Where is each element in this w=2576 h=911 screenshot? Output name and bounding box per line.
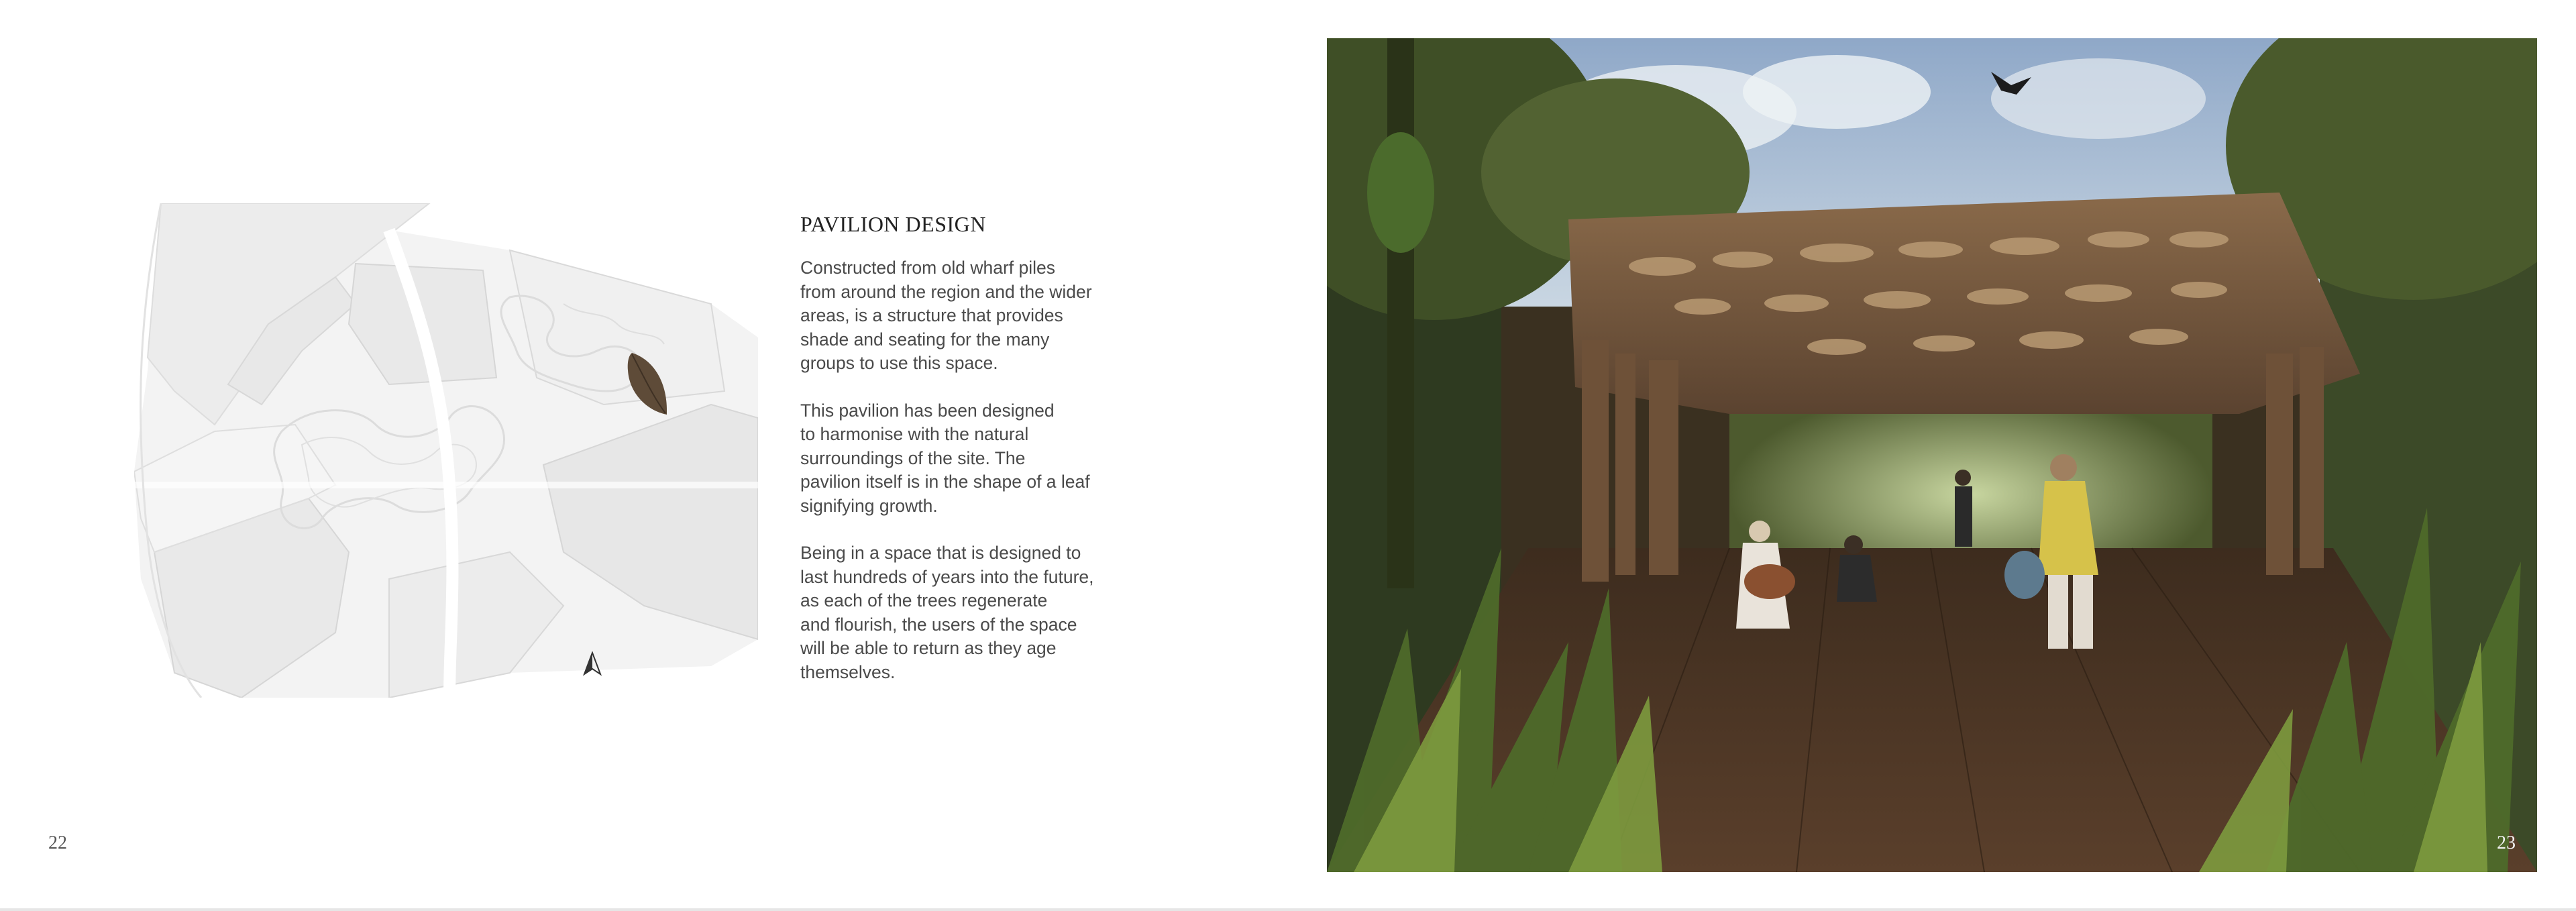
paragraph-2: This pavilion has been designed to harmonise with the natural surroundings of the site. The pavilion itself is in the shape of a leaf signifying growth. (800, 400, 1090, 516)
paragraph-1: Constructed from old wharf piles from around the region and the wider areas, is a structure that provides shade and seating for the many groups to use this space. (800, 258, 1092, 373)
pavilion-leaf-marker (627, 350, 669, 419)
site-plan-map (134, 203, 758, 698)
page-number-left: 22 (48, 833, 67, 853)
paragraph-3: Being in a space that is designed to last hundreds of years into the future, as each of the trees regenerate and flourish, the users of the space will be able to return as they age themselves. (800, 543, 1094, 682)
text-block (800, 209, 1116, 708)
bottom-divider (0, 908, 2576, 911)
north-arrow-icon (582, 651, 602, 677)
section-heading: PAVILION DESIGN (800, 212, 986, 236)
page-number-right: 23 (2497, 833, 2516, 853)
pavilion-rendering (1327, 38, 2537, 872)
